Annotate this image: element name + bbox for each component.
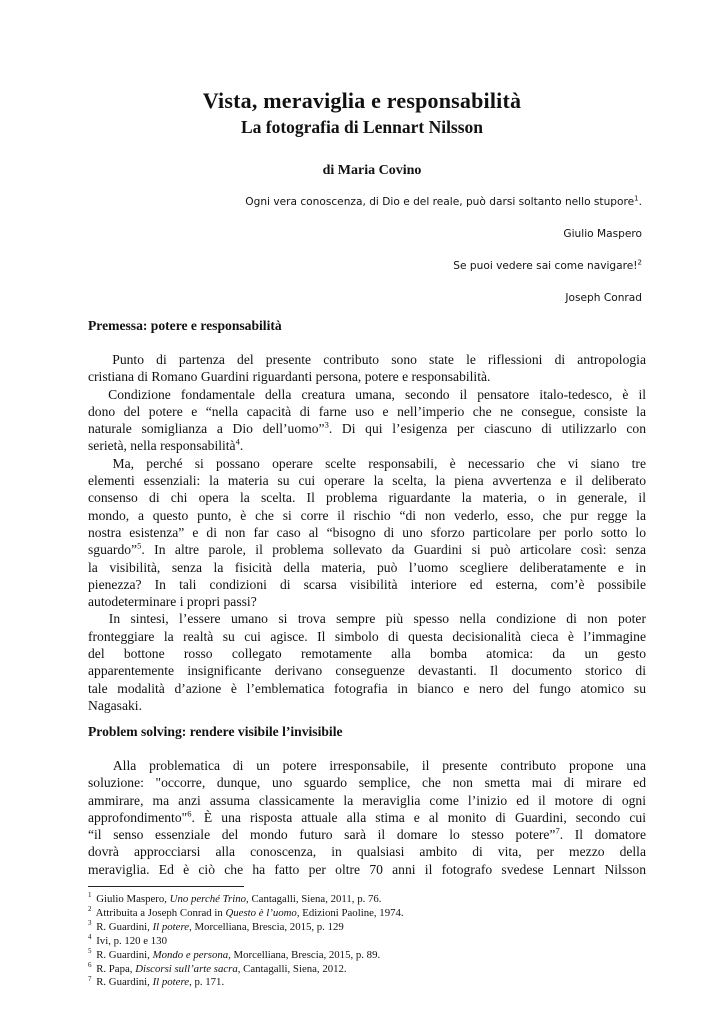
section-body-problem-solving (88, 757, 646, 878)
footnote-ref[interactable]: 6 (187, 808, 192, 819)
footnotes (88, 893, 648, 990)
text-line: dono del potere e “nella capacità di farne uso e nell’imperio che ne consegue, consiste la (88, 403, 646, 419)
epigraph-source-1: Giulio Maspero (563, 228, 642, 240)
text-line: apparentemente insignificante derivano conseguenze devastanti. Il documento storico di (88, 663, 646, 679)
author-byline: di Maria Covino (322, 163, 422, 178)
footnote-ref[interactable]: 5 (137, 541, 142, 551)
footnote-item: $^4$ Ivi, p. 120 e 130 (88, 933, 167, 947)
text-line: meraviglia. Ed è ciò che ha fatto per oltre 70 anni il fotografo svedese Lennart Nilsson (88, 861, 646, 877)
footnote-item: $^3$ R. Guardini, Il potere, Morcelliana, Brescia, 2015, p. 129 (88, 919, 344, 933)
text-line: approfondimento"$^6$. È una risposta attuale alla stima e al monito di Guardini, secondo cui (88, 808, 646, 825)
footnote-item: $^6$ R. Papa, Discorsi sull’arte sacra, Cantagalli, Siena, 2012. (88, 960, 347, 975)
text-line: In sintesi, l’essere umano si trova sempre più spesso nella condizione di non poter (88, 611, 646, 627)
text-line: soluzione: "occorre, dunque, uno sguardo semplice, che non smetta mai di mirare ed (88, 775, 646, 791)
footnote-item: $^2$ Attribuita a Joseph Conrad in Questo è l’uomo, Edizioni Paoline, 1974. (88, 905, 404, 919)
document-title: Vista, meraviglia e responsabilità (202, 88, 522, 113)
text-line: Ma, perché si possano operare scelte responsabili, è necessario che vi siano tre (88, 455, 646, 471)
text-line: mondo, a questo punto, è che si corre il rischio “di non vederlo, esso, che pur regge la (88, 507, 646, 523)
document-subtitle: La fotografia di Lennart Nilsson (240, 117, 484, 137)
text-line: fronteggiare la realtà su cui agisce. Il simbolo di questa decisionalità cieca è l’immagine (88, 628, 646, 644)
text-line: sguardo”$^5$. In altre parole, il problema sollevato da Guardini si può articolare così: senza (88, 541, 646, 558)
text-line: dovrà approcciarsi alla conoscenza, in qualsiasi ambito di vita, per mezzo della (88, 844, 646, 860)
text-line: Alla problematica di un potere irresponsabile, il presente contributo propone una (88, 758, 646, 773)
text-line: la visibilità, senza la fisicità della materia, può l’uomo scegliere deliberatamente e in (88, 559, 646, 575)
text-line: pienezza? In tali condizioni di scarsa visibilità interiore ed esterna, com’è possibile (88, 576, 646, 592)
text-line: “il senso essenziale del mondo futuro sarà il domare lo stesso potere”$^7$. Il domatore (88, 826, 646, 843)
text-line: serietà, nella responsabilità$^4$. (88, 437, 244, 454)
epigraph-quote-1: Ogni vera conoscenza, di Dio e del reale, può darsi soltanto nello stupore$^1$. (245, 194, 642, 208)
text-line: ammirare, ma anzi assuma classicamente la meraviglia come l’inizio ed il motore di ogni (88, 792, 646, 808)
text-line: cristiana di Romano Guardini riguardanti persona, potere e responsabilità. (88, 369, 491, 385)
text-line: autodeterminare i propri passi? (88, 594, 257, 610)
epigraph-quote-2: Se puoi vedere sai come navigare!$^2$ (453, 258, 642, 272)
footnote-ref[interactable]: 4 (235, 437, 240, 447)
text-line: tale modalità d’azione è l’emblematica fotografia in bianco e nero del fungo atomico su (88, 680, 646, 696)
text-line: nostra esistenza” e di non far caso al “bisogno di uno sforzo particolare per porlo sotto lo (88, 524, 646, 540)
footnote-item: $^5$ R. Guardini, Mondo e persona, Morcelliana, Brescia, 2015, p. 89. (88, 947, 381, 961)
text-line: Nagasaki. (88, 697, 142, 713)
footnote-ref[interactable]: 7 (555, 826, 560, 836)
text-line: consenso di chi opera la scelta. Il problema riguardante la materia, o in generale, il (88, 490, 646, 506)
section-body-premessa (88, 351, 646, 714)
section-heading-problem-solving: Problem solving: rendere visibile l’invisibile (88, 724, 343, 739)
footnote-ref[interactable]: 3 (324, 420, 329, 430)
text-line: Condizione fondamentale della creatura umana, secondo il pensatore italo-tedesco, è il (88, 386, 646, 402)
footnote-item: $^1$ Giulio Maspero, Uno perché Trino, Cantagalli, Siena, 2011, p. 76. (88, 891, 382, 905)
text-line: del bottone rosso collegato remotamente alla bomba atomica: da un gesto (88, 646, 646, 662)
footnote-separator (88, 886, 244, 887)
text-line: elementi essenziali: la materia su cui operare la scelta, la piena avvertenza e il deliberato (88, 473, 646, 489)
footnote-item: $^7$ R. Guardini, Il potere, p. 171. (88, 974, 225, 989)
text-line: naturale somiglianza a Dio dell’uomo”$^3$. Di qui l’esigenza per ciascuno di utilizzarlo con (88, 420, 646, 437)
epigraph-source-2: Joseph Conrad (565, 292, 642, 304)
section-heading-premessa: Premessa: potere e responsabilità (88, 318, 282, 333)
text-line: Punto di partenza del presente contributo sono state le riflessioni di antropologia (88, 352, 646, 367)
